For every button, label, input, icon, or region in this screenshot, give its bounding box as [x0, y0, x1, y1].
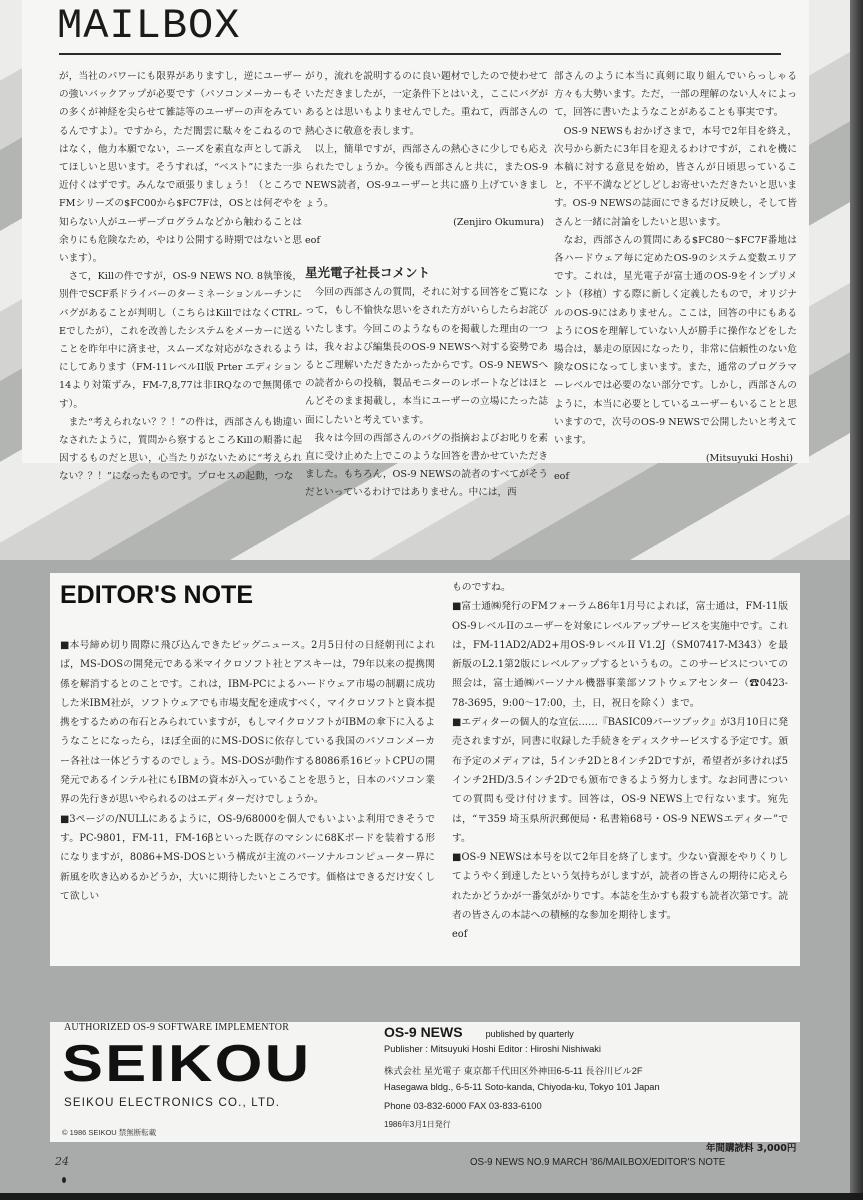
editors-note-section [50, 573, 800, 966]
paragraph: が，当社のパワーにも限界がありますし，逆にユーザーの強いバックアップが必要です（パソコンメーカーもその多くが神経を尖らせて雑誌等のユーザーの声をみているんですよ）。ですから，ただ闇雲に駄々をこねるのではなく，他力本願でない，ニーズを素直な声として訴えてほしいと思います。そうすれば，“ベスト”にまた一歩近付くはずです。みんなで頑張りましょう！（ところでFMシリーズの$FC00から$FC7Fは，OSとは何ぞやを知らない人がユーザープログラムなどから触わることは余りにも危険なため，やはり公開する時期ではないと思います）。 [59, 71, 302, 265]
mailbox-section [22, 0, 809, 499]
staff-credits: Publisher : Mitsuyuki Hoshi Editor : Hiroshi Nishiwaki [384, 1044, 601, 1054]
page-shadow [850, 0, 863, 1200]
signature: (Zenjiro Okumura) [453, 216, 544, 228]
editors-note-title: EDITOR'S NOTE [60, 581, 254, 609]
mailbox-title: MAILBOX [57, 2, 241, 50]
note-item: ものですね。 [452, 582, 511, 593]
page-bottom-edge [0, 1193, 863, 1200]
newsletter-title: OS-9 NEWS [384, 1024, 463, 1040]
eof-marker: eof [452, 929, 468, 941]
publication-frequency: published by quarterly [485, 1029, 574, 1039]
mailbox-column-1 [59, 68, 302, 487]
address-english: Hasegawa bldg., 6-5-11 Soto-kanda, Chiyoda-ku, Tokyo 101 Japan [384, 1082, 660, 1092]
company-name: SEIKOU ELECTRONICS CO., LTD. [64, 1097, 281, 1109]
paragraph: さて，Killの件ですが，OS-9 NEWS NO. 8執筆後，別件でSCF系ドライバーのターミネーションルーチンにバグがあることが判明し（こちらはKillではなくCTRL-Eでしたが），これを改善したシステムをメーカーに送ることを昨年中に済ませ，スムーズな対応がなされるようにしてあります（FM-11レベルII版 Prter エディション14より対策ずみ，FM-7,8,77は非IRQなので無関係です）。 [59, 271, 302, 410]
paragraph: OS-9 NEWSもおかげさまで，本号で2年目を終え，次号から新たに3年目を迎えるわけですが，これを機に本稿に対する意見を始め，皆さんが日頃思っていること，不平不満などどしどしお寄せいただきたいと思います。OS-9 NEWSの誌面にできるだけ反映し，そして皆さんと一緒に討論をしたいと思います。 [554, 125, 797, 228]
paragraph: 我々は今回の西部さんのバグの指摘およびお叱りを素直に受け止めた上でこのような回答を書かせていただきました。もちろん，OS-9 NEWSの読者のすべてがそうだといっているわけではありません。中には，西 [305, 432, 548, 499]
newsletter-masthead [384, 1022, 574, 1041]
binding-hole-icon [62, 1177, 66, 1183]
subscription-price: 年間購読料 3,000円 [706, 1143, 797, 1154]
authorized-label: AUTHORIZED OS-9 SOFTWARE IMPLEMENTOR [64, 1022, 290, 1033]
note-item: ■OS-9 NEWSは本号を以て2年目を終了します。少ない資源をやりくりしてようやく到達したという気持ちがしますが，読者の皆さんの期待に応えられたかどうかが一番気がかりです。本誌を生かすも殺すも読者次第です。読者の皆さんの本誌への積極的な参加を期待します。 [452, 852, 788, 922]
paragraph: 以上，簡単ですが，西部さんの熱心さに少しでも応えられたでしょうか。今後も西部さんと共に，またOS-9 NEWS読者，OS-9ユーザーと共に盛り上げていきましょう。 [305, 143, 548, 210]
eof-marker: eof [554, 471, 570, 483]
editors-note-column-2 [452, 578, 788, 945]
seikou-logo: SEIKOU [62, 1035, 312, 1093]
paragraph: また“考えられない？？！”の件は，西部さんも勘違いなされたように，質問から察するところKillの順番に起因するものだと思い，心当たりがないために“考えられない？？！”になったものです。プロセスの起動，つな [59, 416, 302, 483]
paragraph: 今回の西部さんの質問，それに対する回答をご覧になって，もし不愉快な思いをされた方がいらしたらお詫びいたします。今回このようなものを掲載した理由の一つは，我々および編集長のOS-9 NEWSへ対する姿勢であるとご理解いただきたかったからです。OS-9 NEWSへの読者からの投稿，製品モニターのレポートなどはほとんどそのまま掲載し，本当にユーザーの立場にたった誌面にしたいと考えています。 [305, 287, 548, 426]
copyright: © 1986 SEIKOU 禁無断転載 [62, 1128, 157, 1137]
publisher-info [50, 1022, 800, 1154]
title-rule [59, 53, 781, 55]
paragraph: 部さんのように本当に真剣に取り組んでいらっしゃる方々も大勢います。ただ，一部の理解のない人々によって，回答に書いたようなことがあることも事実です。 [554, 71, 797, 119]
address-japanese: 株式会社 星光電子 東京都千代田区外神田6-5-11 長谷川ビル2F [384, 1066, 643, 1076]
note-item: ■富士通㈱発行のFMフォーラム86年1月号によれば，富士通は，FM-11版OS-9レベルIIのユーザーを対象にレベルアップサービスを実施中です。これは，FM-11AD2/AD2+用OS-9レベルII V1.2J（SM07417-M343）を最新版のL2.1第2版にレベルアップするというもの。このサービスについての照会は，富士通㈱パーソナル機器事業部ソフトウェアセンター（☎0423-78-3695，9:00～17:00，土，日，祝日を除く）まで。 [452, 601, 788, 709]
mailbox-column-3 [554, 68, 797, 487]
paragraph: がり，流れを説明するのに良い題材でしたので使わせていただきましたが，一定条件下とはいえ，ここにバグがあるとは思いもよりませんでした。重ねて，西部さんの熱心さに敬意を表します。 [305, 71, 548, 137]
mailbox-column-2 [305, 68, 548, 503]
note-item: ■エディターの個人的な宣伝……『BASIC09パーツブック』が3月10日に発売されますが，同書に収録した手続きをディスクサービスする予定です。頒布予定のメディアは，5インチ2Dと8インチ2Dですが，希望者が多ければ5インチ2HD/3.5インチ2Dでも頒布できるよう努力します。なお同書についての質問も受け付けます。回答は，OS-9 NEWS上で行ないます。宛先は，“〒359 埼玉県所沢郵便局・私書箱68号・OS-9 NEWSエディター”です。 [452, 717, 788, 844]
page-number: 24 [55, 1155, 69, 1168]
issue-date: 1986年3月1日発行 [384, 1120, 451, 1129]
running-footer: OS-9 NEWS NO.9 MARCH '86/MAILBOX/EDITOR'S NOTE [470, 1156, 726, 1168]
editors-note-column-1 [60, 636, 435, 906]
section-heading: 星光電子社長コメント [305, 265, 431, 281]
note-item: ■3ページの/NULLにあるように，OS-9/68000を個人でもいよいよ利用できそうです。PC-9801，FM-11，FM-16βといった既存のマシンに68Kボードを装着する形になりますが，8086+MS-DOSという構成が主流のパーソナルコンピューター界に新風を吹き込めるかどうか，大いに期待したいところです。価格はできるだけ安くして欲しい [60, 813, 435, 902]
paragraph: なお，西部さんの質問にある$FC80～$FC7F番地は各ハードウェア毎に定めたOS-9のシステム変数エリアです。これは，星光電子が富士通のOS-9をインプリメント（移植）する際に新しく定義したもので，オリジナルのOS-9にはありません。ここは，回答の中にもあるようにOSを理解していない人が勝手に操作などをした場合は，暴走の原因になったり，非常に信頼性のない危険なOSになってしまいます。また，通常のプログラマーレベルでは必要のない部分です。しかし，西部さんのように，本当に必要としているユーザーもいることと思いますので，次号のOS-9 NEWSで公開したいと考えています。 [554, 234, 797, 447]
eof-marker: eof [305, 234, 321, 246]
contact-numbers: Phone 03-832-6000 FAX 03-833-6100 [384, 1101, 542, 1111]
note-item: ■本号締め切り間際に飛び込んできたビッグニュース。2月5日付の日経朝刊によれば，MS-DOSの開発元である米マイクロソフト社とアスキーは，79年以来の提携関係を解消するとのことです。これは，IBM-PCによるハードウェア市場の制覇に成功した米IBM社が，ソフトウェアでも市場支配を達成すべく，マイクロソフトと資本提携をするための布石とみられていますが，もしマイクロソフトがIBMの傘下に入るようなことになったら，ほぼ全面的にMS-DOSに依存している我国のパソコンメーカー各社は一体どうするのでしょう。MS-DOSが動作する8086系16ビットCPUの開発元であるインテル社にもIBMの資本が入っていることを思うと，日本のパソコン業界の先行きが思いやられるのはエディターだけでしょうか。 [60, 640, 435, 806]
signature: (Mitsuyuki Hoshi) [705, 453, 793, 465]
